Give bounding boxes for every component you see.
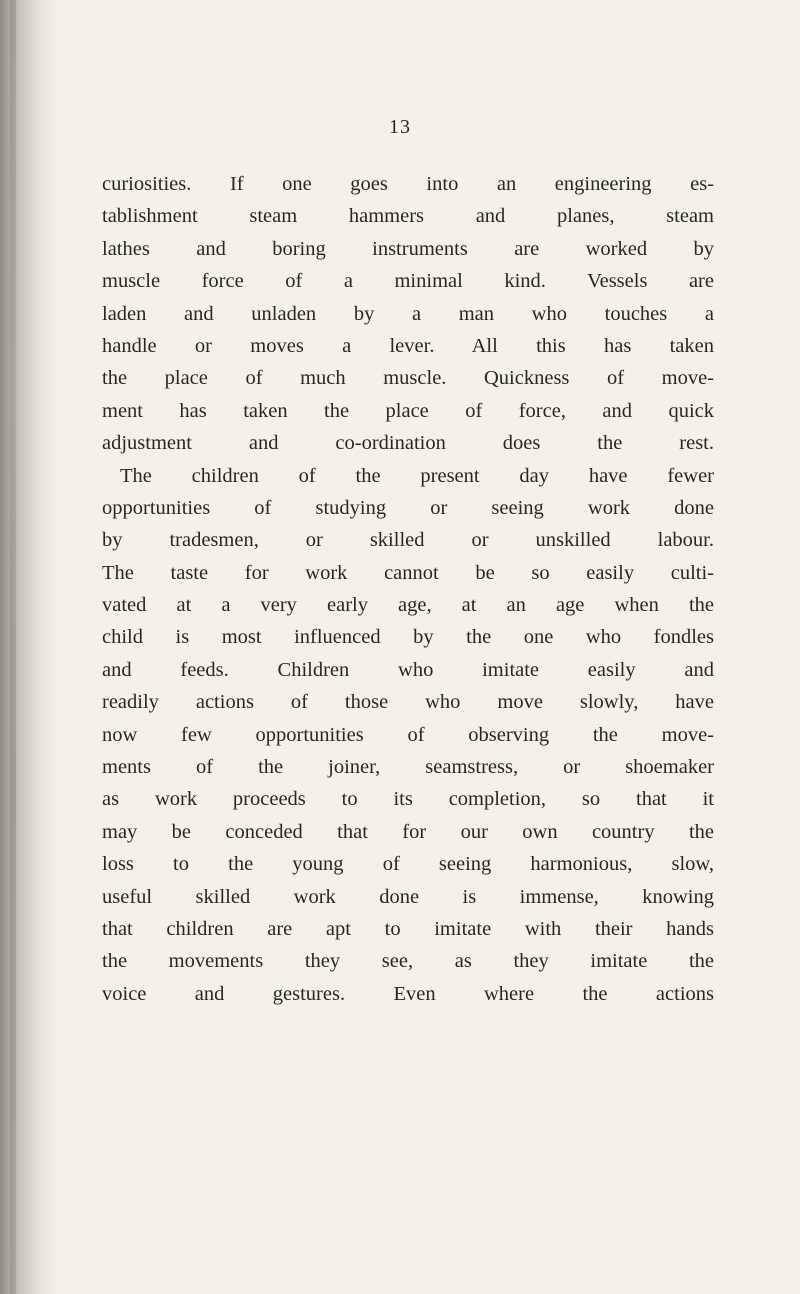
text-line: opportunities of studying or seeing work done: [102, 496, 714, 519]
text-line: ments of the joiner, seamstress, or shoemaker: [102, 756, 714, 779]
text-line: and feeds. Children who imitate easily and: [102, 658, 714, 681]
text-line: ment has taken the place of force, and quick: [102, 399, 714, 422]
text-line: The taste for work cannot be so easily culti-: [102, 561, 714, 584]
text-line: curiosities. If one goes into an engineering es-: [102, 173, 714, 195]
text-line: laden and unladen by a man who touches a: [102, 302, 714, 325]
text-line: readily actions of those who move slowly, have: [102, 691, 714, 714]
page-number: 13: [389, 116, 411, 138]
text-line: useful skilled work done is immense, knowing: [102, 885, 714, 908]
body-text: [102, 168, 714, 1010]
text-line: the place of much muscle. Quickness of move-: [102, 367, 714, 390]
text-line: may be conceded that for our own country the: [102, 820, 714, 843]
text-line: muscle force of a minimal kind. Vessels are: [102, 270, 714, 293]
text-line: handle or moves a lever. All this has taken: [102, 334, 714, 357]
text-line: now few opportunities of observing the move-: [102, 723, 714, 746]
text-line: child is most influenced by the one who fondles: [102, 626, 714, 649]
text-line: adjustment and co-ordination does the rest.: [102, 432, 714, 455]
text-line: as work proceeds to its completion, so that it: [102, 788, 714, 811]
binding-gutter-shadow: [0, 0, 58, 1294]
text-line: the movements they see, as they imitate the: [102, 950, 714, 973]
text-line: voice and gestures. Even where the actions: [102, 982, 714, 1005]
text-line: loss to the young of seeing harmonious, slow,: [102, 853, 714, 876]
text-line: that children are apt to imitate with their hands: [102, 917, 714, 940]
text-line: tablishment steam hammers and planes, steam: [102, 205, 714, 228]
binding-gutter-streak: [10, 0, 16, 1294]
paragraph-start-line: The children of the present day have fewer: [120, 464, 714, 487]
text-line: by tradesmen, or skilled or unskilled labour.: [102, 529, 714, 552]
text-line: lathes and boring instruments are worked by: [102, 237, 714, 260]
text-line: vated at a very early age, at an age when the: [102, 594, 714, 617]
